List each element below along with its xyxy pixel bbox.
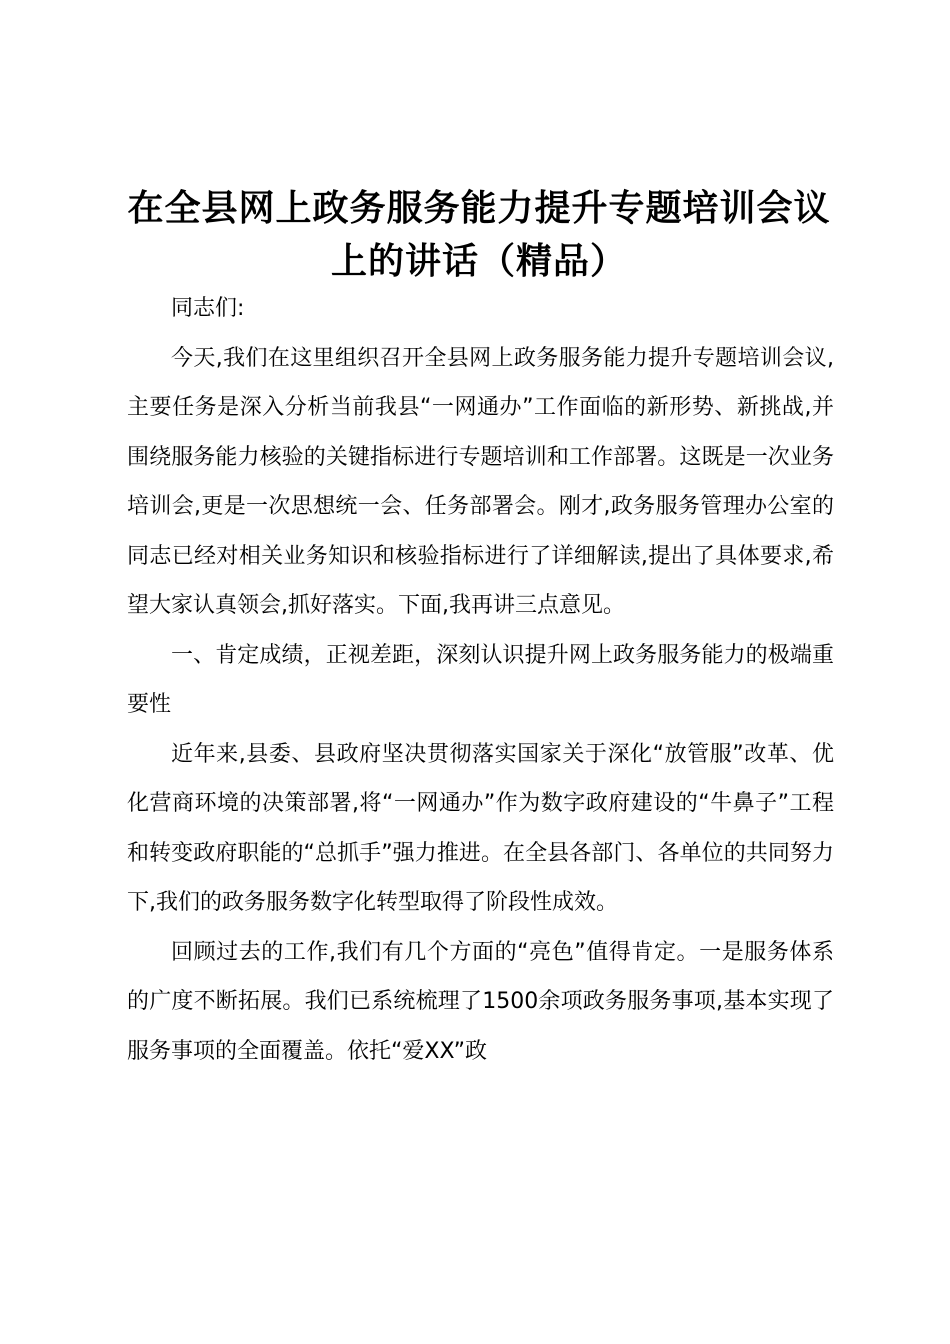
document-body bbox=[127, 284, 834, 1076]
document-title: 在全县网上政务服务能力提升专题培训会议上的讲话（精品） bbox=[127, 188, 831, 282]
salutation: 同志们: bbox=[171, 296, 245, 321]
paragraph-achievements: 回顾过去的工作,我们有几个方面的“亮色”值得肯定。一是服务体系的广度不断拓展。我们已系统梳理了1500余项政务服务事项,基本实现了服务事项的全面覆盖。依托“爱XX”政 bbox=[127, 939, 834, 1064]
paragraph-opening: 今天,我们在这里组织召开全县网上政务服务能力提升专题培训会议,主要任务是深入分析当前我县“一网通办”工作面临的新形势、新挑战,并围绕服务能力核验的关键指标进行专题培训和工作部署。这既是一次业务培训会,更是一次思想统一会、任务部署会。刚才,政务服务管理办公室的同志已经对相关业务知识和核验指标进行了详细解读,提出了具体要求,希望大家认真领会,抓好落实。下面,我再讲三点意见。 bbox=[127, 345, 834, 618]
section-heading-1: 一、肯定成绩，正视差距，深刻认识提升网上政务服务能力的极端重要性 bbox=[127, 642, 834, 717]
paragraph-background: 近年来,县委、县政府坚决贯彻落实国家关于深化“放管服”改革、优化营商环境的决策部署,将“一网通办”作为数字政府建设的“牛鼻子”工程和转变政府职能的“总抓手”强力推进。在全县各部门、各单位的共同努力下,我们的政务服务数字化转型取得了阶段性成效。 bbox=[127, 741, 834, 915]
